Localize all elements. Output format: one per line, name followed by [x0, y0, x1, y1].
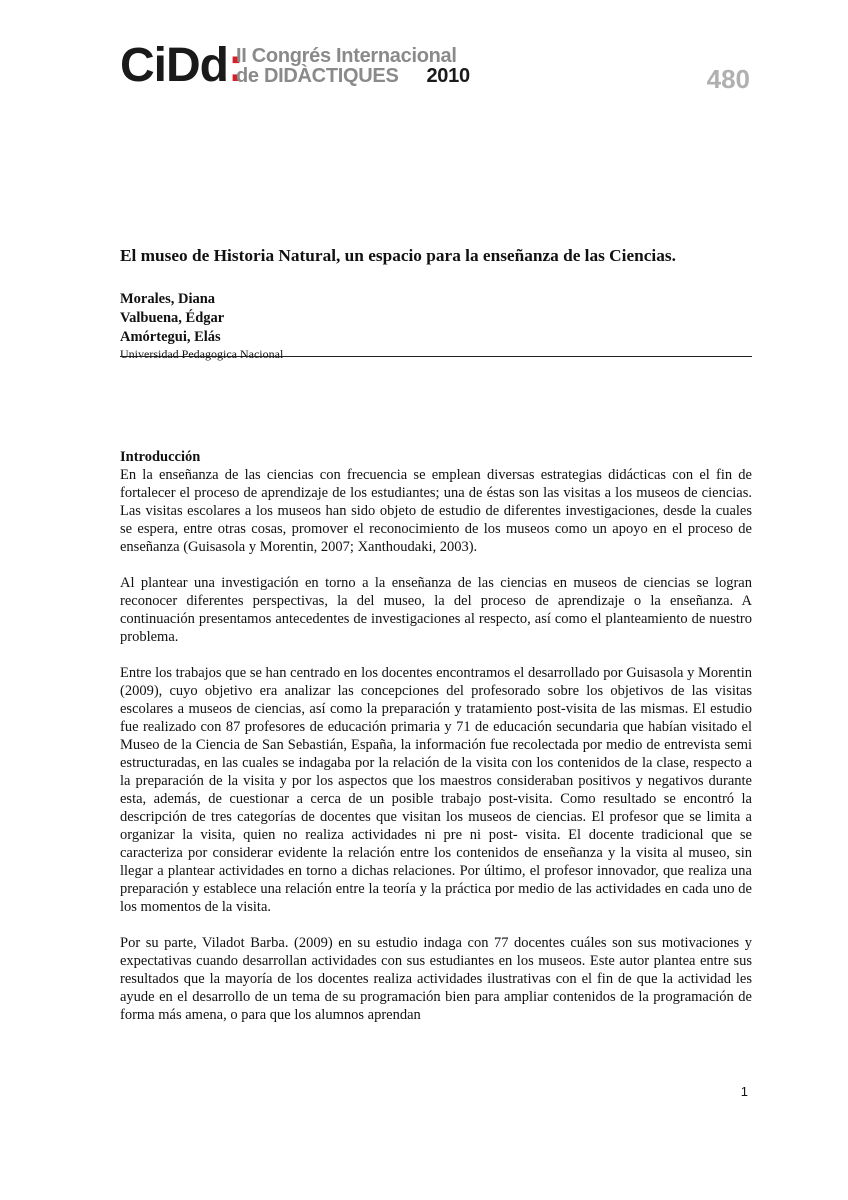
conference-header — [120, 38, 760, 98]
paragraph: Por su parte, Viladot Barba. (2009) en su estudio indaga con 77 docentes cuáles son sus motivaciones y expectativas cuando desarrollan actividades con sus estudiantes en los museos. Este autor plantea entre sus resultados que la mayoría de los docentes realiza actividades ilustrativas con el fin de que la actividad les ayude en el desarrollo de un tema de su programación bien para ampliar contenidos de la programación de forma más amena, o para que los alumnos aprendan — [120, 935, 752, 1023]
cidd-logo — [120, 38, 243, 94]
logo-text: CiDd — [120, 39, 228, 92]
logo-colon: : — [227, 39, 243, 92]
footer-page-number: 1 — [740, 1084, 748, 1099]
header-divider — [120, 356, 752, 357]
paragraph: Al plantear una investigación en torno a la enseñanza de las ciencias en museos de ciencias se logran reconocer diferentes perspectivas, la del museo, la del proceso de aprendizaje o la enseñanza. A continuación presentamos antecedentes de investigaciones al respecto, así como el planteamiento de nuestro problema. — [120, 575, 752, 645]
paper-title: El museo de Historia Natural, un espacio para la enseñanza de las Ciencias. — [120, 246, 676, 265]
paper-body — [120, 448, 752, 1042]
author-name: Morales, Diana — [120, 291, 216, 307]
conference-name — [236, 46, 470, 86]
author-name: Amórtegui, Elás — [120, 329, 221, 345]
affiliation: Universidad Pedagogica Nacional — [120, 347, 284, 361]
paragraph: En la enseñanza de las ciencias con frecuencia se emplean diversas estrategias didácticas con el fin de fortalecer el proceso de aprendizaje de los estudiantes; una de éstas son las visitas a los museos de ciencias. Las visitas escolares a los museos han sido objeto de estudio de diferentes investigaciones, desde la cuales se espera, entre otras cosas, promover el reconocimiento de los museos como un apoyo en el proceso de enseñanza (Guisasola y Morentin, 2007; Xanthoudaki, 2003). — [120, 467, 752, 555]
proceedings-page-number: 480 — [706, 64, 750, 94]
conference-line2-text: de DIDÀCTIQUES — [236, 65, 399, 87]
conference-line2 — [236, 66, 470, 86]
author-name: Valbuena, Édgar — [120, 310, 225, 326]
section-heading: Introducción — [120, 449, 201, 465]
paragraph: Entre los trabajos que se han centrado en los docentes encontramos el desarrollado por Guisasola y Morentin (2009), cuyo objetivo era analizar las concepciones del profesorado sobre los objetivos de las visitas escolares a museos de ciencias, así como la preparación y tratamiento post-visita de las mismas. El estudio fue realizado con 87 profesores de educación primaria y 71 de educación secundaria que habían visitado el Museo de la Ciencia de San Sebastián, España, la información fue recolectada por medio de entrevista semi estructuradas, en las cuales se indagaba por la relación de la visita con los contenidos de la clase, respecto a la preparación de la visita y por los aspectos que los maestros consideraban positivos y negativos durante esta, además, de cuestionar a cerca de un posible trabajo post-visita. Como resultado se encontró la descripción de tres categorías de docentes que visitan los museos de ciencias. El profesor que se limita a organizar la visita, quien no realiza actividades ni pre ni post- visita. El docente tradicional que se caracteriza por considerar evidente la relación entre los contenidos de enseñanza y la visita al museo, sin llegar a plantear actividades en torno a dichas relaciones. Por último, el profesor innovador, que realiza una preparación y establece una relación entre la teoría y la práctica por medio de las actividades en cada uno de los momentos de la visita. — [120, 665, 752, 915]
author-block — [120, 290, 283, 361]
conference-year: 2010 — [426, 65, 470, 87]
conference-line1: II Congrés Internacional — [236, 45, 457, 67]
